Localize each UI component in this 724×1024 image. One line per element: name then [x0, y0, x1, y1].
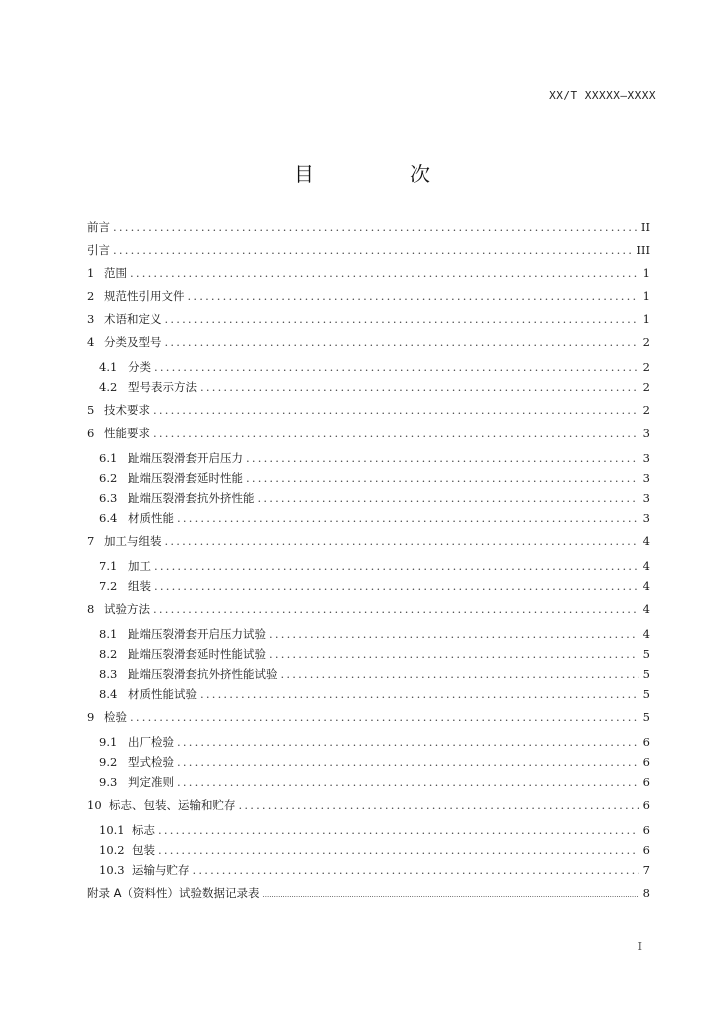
- toc-page-number: 2: [642, 380, 650, 394]
- toc-title: 型号表示方法: [128, 380, 197, 394]
- toc-title: 型式检验: [128, 755, 174, 769]
- toc-title: 包装: [132, 843, 155, 857]
- toc-number: 6.3: [99, 491, 118, 505]
- toc-title: 组装: [128, 579, 151, 593]
- toc-page-number: III: [636, 243, 650, 257]
- toc-number: 9.1: [99, 735, 118, 749]
- toc-number: 7.2: [99, 579, 118, 593]
- toc-entry[interactable]: [87, 533, 650, 549]
- toc-entry[interactable]: [99, 862, 650, 878]
- toc-entry[interactable]: [87, 334, 650, 350]
- page-title: 目 次: [294, 162, 468, 186]
- toc-page-number: 1: [642, 289, 650, 303]
- toc-page-number: 6: [642, 775, 650, 789]
- toc-page-number: 5: [642, 647, 650, 661]
- toc-title: 趾端压裂滑套开启压力试验: [128, 627, 266, 641]
- toc-title: 趾端压裂滑套延时性能: [128, 471, 243, 485]
- dot-leader: [177, 734, 639, 750]
- toc-page-number: 4: [642, 602, 650, 616]
- toc-page-number: 2: [642, 403, 650, 417]
- dot-leader: [153, 425, 639, 441]
- dot-leader: [130, 709, 639, 725]
- toc-number: 6.1: [99, 451, 118, 465]
- dot-leader: [177, 754, 639, 770]
- dot-leader: [193, 862, 640, 878]
- toc-number: 10.3: [99, 863, 125, 877]
- toc-entry[interactable]: [87, 265, 650, 281]
- toc-title: 标志: [132, 823, 155, 837]
- toc-number: 10: [87, 798, 102, 812]
- dot-leader: [246, 450, 639, 466]
- toc-entry[interactable]: [99, 822, 650, 838]
- toc-page-number: II: [640, 220, 650, 234]
- dot-leader: [165, 334, 640, 350]
- dot-leader: [246, 470, 639, 486]
- toc-title: 材质性能: [128, 511, 174, 525]
- dot-leader: [154, 558, 639, 574]
- toc-title: 试验方法: [104, 602, 150, 616]
- toc-number: 4: [87, 335, 95, 349]
- toc-title: 规范性引用文件: [104, 289, 185, 303]
- dot-leader: [177, 510, 639, 526]
- toc-page-number: 2: [642, 335, 650, 349]
- dot-leader: [165, 311, 640, 327]
- dot-leader: [263, 887, 639, 903]
- dot-leader: [177, 774, 639, 790]
- toc-page-number: 6: [642, 798, 650, 812]
- toc-number: 2: [87, 289, 95, 303]
- toc-title: 标志、包装、运输和贮存: [109, 798, 236, 812]
- toc-entry[interactable]: [99, 626, 650, 642]
- toc-page-number: 2: [642, 360, 650, 374]
- toc-page-number: 6: [642, 843, 650, 857]
- document-code: XX/T XXXXX—XXXX: [549, 89, 656, 102]
- dot-leader: [200, 379, 639, 395]
- toc-number: 1: [87, 266, 95, 280]
- toc-entry[interactable]: [99, 646, 650, 662]
- dot-leader: [113, 219, 638, 235]
- toc-page-number: 6: [642, 735, 650, 749]
- toc-page-number: 8: [642, 886, 650, 900]
- toc-page-number: 3: [642, 511, 650, 525]
- toc-page-number: 3: [642, 491, 650, 505]
- toc-entry[interactable]: [87, 601, 650, 617]
- toc-title: 性能要求: [104, 426, 150, 440]
- dot-leader: [269, 626, 639, 642]
- dot-leader: [281, 666, 640, 682]
- page-number: I: [637, 940, 642, 953]
- toc-number: 7.1: [99, 559, 118, 573]
- toc-number: 10.2: [99, 843, 125, 857]
- toc-number: 8: [87, 602, 95, 616]
- toc-number: 3: [87, 312, 95, 326]
- toc-number: 6.2: [99, 471, 118, 485]
- toc-entry[interactable]: [99, 470, 650, 486]
- toc-number: 7: [87, 534, 95, 548]
- toc-entry[interactable]: [87, 242, 650, 258]
- toc-title: 分类及型号: [104, 335, 162, 349]
- toc-number: 9.2: [99, 755, 118, 769]
- toc-entry[interactable]: [99, 666, 650, 682]
- toc-title: 范围: [104, 266, 127, 280]
- toc-entry[interactable]: [87, 288, 650, 304]
- toc-entry[interactable]: [87, 797, 650, 813]
- dot-leader: [158, 822, 639, 838]
- toc-title: 引言: [87, 243, 110, 257]
- dot-leader: [239, 797, 640, 813]
- toc-page-number: 3: [642, 451, 650, 465]
- toc-entry[interactable]: [99, 754, 650, 770]
- toc-number: 6: [87, 426, 95, 440]
- toc-entry[interactable]: [99, 379, 650, 395]
- dot-leader: [130, 265, 639, 281]
- toc-title: 趾端压裂滑套抗外挤性能试验: [128, 667, 278, 681]
- toc-number: 4.2: [99, 380, 118, 394]
- toc-entry[interactable]: [99, 359, 650, 375]
- toc-page-number: 3: [642, 471, 650, 485]
- toc-entry[interactable]: [99, 774, 650, 790]
- toc-page-number: 4: [642, 559, 650, 573]
- dot-leader: [113, 242, 633, 258]
- dot-leader: [269, 646, 639, 662]
- dot-leader: [258, 490, 640, 506]
- toc-title: 加工与组装: [104, 534, 162, 548]
- toc-page-number: 6: [642, 755, 650, 769]
- toc-page-number: 4: [642, 579, 650, 593]
- toc-number: 8.3: [99, 667, 118, 681]
- toc-entry[interactable]: [87, 311, 650, 327]
- toc-page-number: 1: [642, 266, 650, 280]
- toc-number: 6.4: [99, 511, 118, 525]
- toc-title: 趾端压裂滑套开启压力: [128, 451, 243, 465]
- toc-entry[interactable]: [99, 734, 650, 750]
- toc-title: 前言: [87, 220, 110, 234]
- toc-number: 4.1: [99, 360, 118, 374]
- toc-title: 趾端压裂滑套抗外挤性能: [128, 491, 255, 505]
- toc-page-number: 4: [642, 534, 650, 548]
- toc-entry[interactable]: [99, 510, 650, 526]
- toc-title: 分类: [128, 360, 151, 374]
- toc-entry[interactable]: [87, 219, 650, 235]
- toc-page-number: 5: [642, 710, 650, 724]
- toc-page-number: 3: [642, 426, 650, 440]
- toc-entry[interactable]: [99, 578, 650, 594]
- toc-title: 出厂检验: [128, 735, 174, 749]
- dot-leader: [165, 533, 640, 549]
- toc-title: 技术要求: [104, 403, 150, 417]
- toc-number: 8.4: [99, 687, 118, 701]
- toc-title: 附录 A（资料性）试验数据记录表: [87, 886, 260, 900]
- toc-title: 材质性能试验: [128, 687, 197, 701]
- toc-entry[interactable]: [99, 842, 650, 858]
- toc-page-number: 4: [642, 627, 650, 641]
- toc-title: 运输与贮存: [132, 863, 190, 877]
- dot-leader: [153, 601, 639, 617]
- toc-entry[interactable]: [87, 885, 650, 901]
- dot-leader: [188, 288, 640, 304]
- dot-leader: [153, 402, 639, 418]
- dot-leader: [158, 842, 639, 858]
- toc-number: 10.1: [99, 823, 125, 837]
- dot-leader: [200, 686, 639, 702]
- dot-leader: [154, 578, 639, 594]
- toc-entry[interactable]: [87, 425, 650, 441]
- toc-title: 检验: [104, 710, 127, 724]
- toc-entry[interactable]: [99, 490, 650, 506]
- toc-page-number: 5: [642, 687, 650, 701]
- toc-number: 8.2: [99, 647, 118, 661]
- toc-page-number: 7: [642, 863, 650, 877]
- toc-entry[interactable]: [99, 686, 650, 702]
- dot-leader: [154, 359, 639, 375]
- toc-title: 趾端压裂滑套延时性能试验: [128, 647, 266, 661]
- toc-page-number: 5: [642, 667, 650, 681]
- toc-number: 9: [87, 710, 95, 724]
- toc-number: 9.3: [99, 775, 118, 789]
- toc-number: 8.1: [99, 627, 118, 641]
- toc-entry[interactable]: [87, 709, 650, 725]
- toc-number: 5: [87, 403, 95, 417]
- toc-title: 判定准则: [128, 775, 174, 789]
- toc-title: 加工: [128, 559, 151, 573]
- toc-entry[interactable]: [99, 450, 650, 466]
- toc-title: 术语和定义: [104, 312, 162, 326]
- toc-entry[interactable]: [99, 558, 650, 574]
- toc-page-number: 1: [642, 312, 650, 326]
- toc-entry[interactable]: [87, 402, 650, 418]
- toc-page-number: 6: [642, 823, 650, 837]
